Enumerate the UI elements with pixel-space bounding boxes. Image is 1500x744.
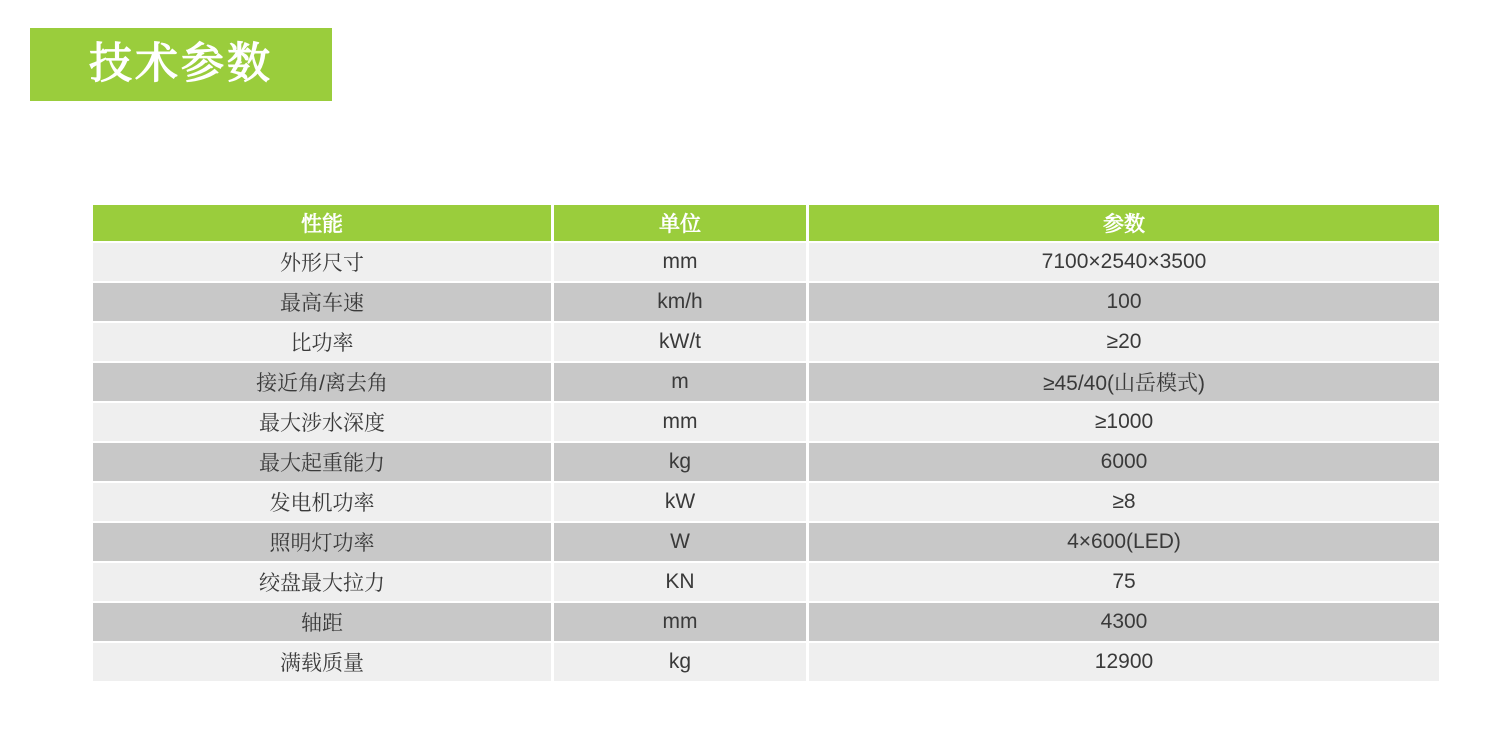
table-row bbox=[93, 403, 1439, 441]
cell-unit: KN bbox=[554, 563, 806, 601]
cell-performance: 绞盘最大拉力 bbox=[93, 563, 551, 601]
cell-value: 4×600(LED) bbox=[809, 523, 1439, 561]
table-row bbox=[93, 643, 1439, 681]
cell-performance: 接近角/离去角 bbox=[93, 363, 551, 401]
cell-performance: 外形尺寸 bbox=[93, 243, 551, 281]
cell-value: ≥20 bbox=[809, 323, 1439, 361]
cell-unit: kW/t bbox=[554, 323, 806, 361]
cell-performance: 最大涉水深度 bbox=[93, 403, 551, 441]
specifications-table bbox=[90, 203, 1442, 683]
cell-unit: kW bbox=[554, 483, 806, 521]
table-body bbox=[93, 243, 1439, 681]
table-row bbox=[93, 603, 1439, 641]
cell-performance: 轴距 bbox=[93, 603, 551, 641]
cell-performance: 发电机功率 bbox=[93, 483, 551, 521]
table-header-row bbox=[93, 205, 1439, 241]
cell-unit: mm bbox=[554, 603, 806, 641]
cell-unit: kg bbox=[554, 443, 806, 481]
cell-performance: 比功率 bbox=[93, 323, 551, 361]
cell-unit: mm bbox=[554, 243, 806, 281]
table-header bbox=[93, 205, 1439, 241]
cell-unit: mm bbox=[554, 403, 806, 441]
cell-value: ≥45/40(山岳模式) bbox=[809, 363, 1439, 401]
cell-performance: 照明灯功率 bbox=[93, 523, 551, 561]
column-header-unit: 单位 bbox=[554, 205, 806, 241]
table-row bbox=[93, 243, 1439, 281]
cell-performance: 满载质量 bbox=[93, 643, 551, 681]
cell-value: 4300 bbox=[809, 603, 1439, 641]
cell-value: 75 bbox=[809, 563, 1439, 601]
page-title-banner bbox=[30, 28, 332, 101]
table-row bbox=[93, 563, 1439, 601]
cell-performance: 最高车速 bbox=[93, 283, 551, 321]
cell-value: ≥8 bbox=[809, 483, 1439, 521]
cell-value: ≥1000 bbox=[809, 403, 1439, 441]
column-header-performance: 性能 bbox=[93, 205, 551, 241]
column-header-value: 参数 bbox=[809, 205, 1439, 241]
cell-unit: m bbox=[554, 363, 806, 401]
table-row bbox=[93, 323, 1439, 361]
cell-value: 100 bbox=[809, 283, 1439, 321]
cell-unit: W bbox=[554, 523, 806, 561]
cell-unit: km/h bbox=[554, 283, 806, 321]
page-title: 技术参数 bbox=[89, 40, 273, 88]
cell-unit: kg bbox=[554, 643, 806, 681]
table-row bbox=[93, 283, 1439, 321]
table-row bbox=[93, 443, 1439, 481]
cell-value: 12900 bbox=[809, 643, 1439, 681]
cell-value: 7100×2540×3500 bbox=[809, 243, 1439, 281]
table-row bbox=[93, 483, 1439, 521]
table-row bbox=[93, 523, 1439, 561]
cell-performance: 最大起重能力 bbox=[93, 443, 551, 481]
cell-value: 6000 bbox=[809, 443, 1439, 481]
table-row bbox=[93, 363, 1439, 401]
